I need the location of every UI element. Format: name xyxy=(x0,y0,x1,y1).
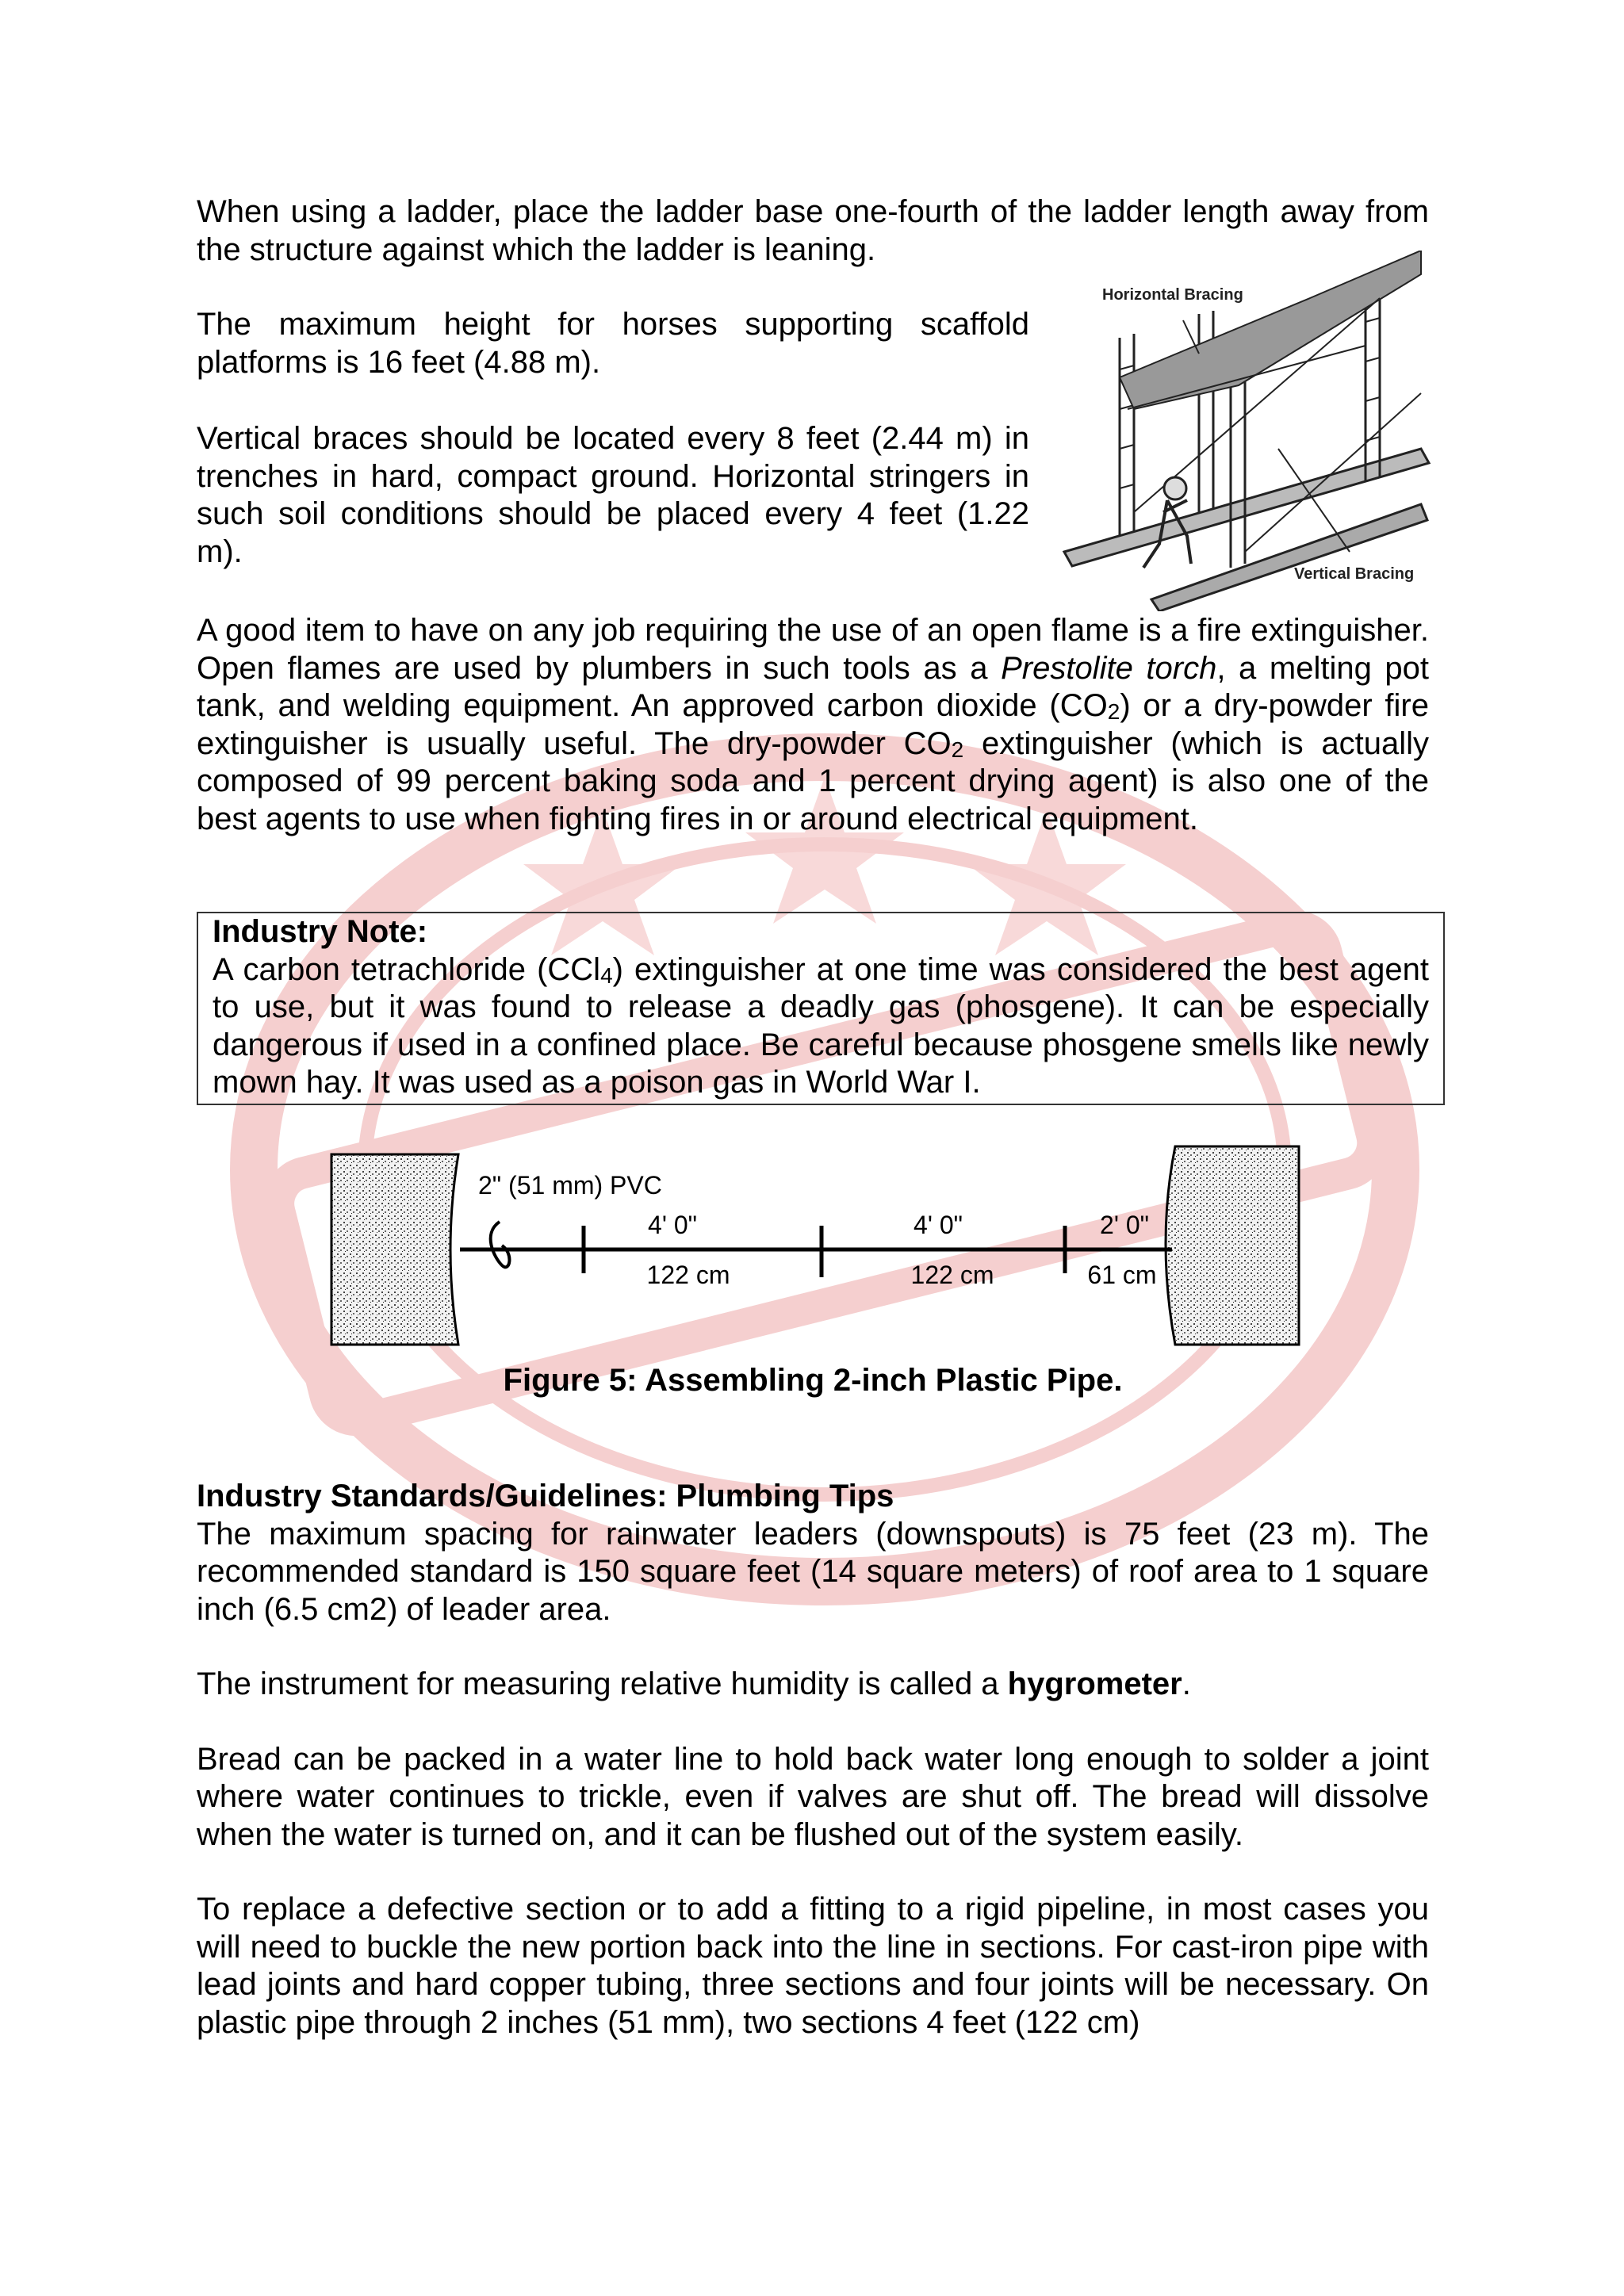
industry-note-text-1: A carbon tetrachloride (CCl xyxy=(213,951,601,987)
ladder-paragraph: When using a ladder, place the ladder base one-fourth of the ladder length away from the structure against which the ladder is leaning. xyxy=(197,194,1429,267)
industry-note-body xyxy=(213,951,1429,1102)
industry-note-heading: Industry Note: xyxy=(213,914,428,949)
hygrometer-paragraph xyxy=(197,1666,1429,1704)
pvc-pipe-label: 2" (51 mm) PVC xyxy=(478,1171,662,1200)
segment1-feet: 4' 0" xyxy=(648,1211,697,1239)
segment2-cm: 122 cm xyxy=(910,1261,994,1289)
prestolite-torch-term: Prestolite torch xyxy=(1001,650,1217,686)
braces-paragraph-block xyxy=(197,420,1029,571)
hygrometer-period: . xyxy=(1182,1667,1191,1701)
standards-section xyxy=(197,1478,1429,2042)
extinguisher-paragraph-block xyxy=(197,612,1429,838)
extinguisher-text-1: A good item to have on any job requiring the use of an open flame is a fire extinguisher. Open flames are used by plumbers in such tools as a xyxy=(197,613,1429,686)
co2-subscript-1: 2 xyxy=(1107,699,1120,724)
extinguisher-text-4: extinguisher (which is actually composed of 99 percent baking soda and 1 percent drying agent) is also one of the best agents to use when fighting fires in or around electrical equipment. xyxy=(197,725,1429,836)
horizontal-bracing-label: Horizontal Bracing xyxy=(1102,286,1243,304)
extinguisher-text-3: ) or a dry-powder fire extinguisher is usually useful. The dry-powder CO xyxy=(197,688,1429,761)
figure5-caption: Figure 5: Assembling 2-inch Plastic Pipe. xyxy=(503,1363,1123,1398)
bread-paragraph: Bread can be packed in a water line to hold back water long enough to solder a joint where water continues to trickle, even if valves are shut off. The bread will dissolve when the water is turned on, and it can be flushed out of the system easily. xyxy=(197,1741,1429,1852)
extinguisher-text-2: , a melting pot tank, and welding equipment. An approved carbon dioxide (CO xyxy=(197,650,1430,723)
standards-heading: Industry Standards/Guidelines: Plumbing Tips xyxy=(197,1479,894,1513)
co2-subscript-2: 2 xyxy=(951,737,964,762)
braces-paragraph: Vertical braces should be located every 8 feet (2.44 m) in trenches in hard, compact ground. Horizontal stringers in such soil conditions should be placed every 4 feet (1.22 m). xyxy=(197,421,1029,569)
segment2-feet: 4' 0" xyxy=(914,1211,963,1239)
scaffold-bracing-figure xyxy=(1048,251,1437,611)
ccl4-subscript: 4 xyxy=(600,962,613,988)
industry-note-box xyxy=(197,912,1445,1105)
industry-note-text-2: ) extinguisher at one time was considered the best agent to use, but it was found to release a deadly gas (phosgene). It can be especially dangerous if used in a confined place. Be careful because phosgene smells like newly mown hay. It was used as a poison gas in World War I. xyxy=(213,951,1429,1100)
hygrometer-text: The instrument for measuring relative humidity is called a xyxy=(197,1667,1008,1701)
horses-paragraph-block xyxy=(197,306,1029,381)
leaders-paragraph: The maximum spacing for rainwater leaders (downspouts) is 75 feet (23 m). The recommended standard is 150 square feet (14 square meters) of roof area to 1 square inch (6.5 cm2) of leader area. xyxy=(197,1516,1429,1627)
hygrometer-term: hygrometer xyxy=(1007,1667,1182,1701)
extinguisher-paragraph xyxy=(197,612,1429,838)
vertical-bracing-label: Vertical Bracing xyxy=(1294,565,1415,583)
segment1-cm: 122 cm xyxy=(646,1261,730,1289)
segment3-feet: 2' 0" xyxy=(1100,1211,1149,1239)
plastic-pipe-figure xyxy=(324,1138,1302,1360)
replace-pipe-paragraph: To replace a defective section or to add a fitting to a rigid pipeline, in most cases you will need to buckle the new portion back into the line in sections. For cast-iron pipe with lead joints and hard copper tubing, three sections and four joints will be necessary. On plastic pipe through 2 inches (51 mm), two sections 4 feet (122 cm) xyxy=(197,1892,1429,2040)
segment3-cm: 61 cm xyxy=(1087,1261,1157,1289)
horses-paragraph: The maximum height for horses supporting scaffold platforms is 16 feet (4.88 m). xyxy=(197,307,1029,380)
